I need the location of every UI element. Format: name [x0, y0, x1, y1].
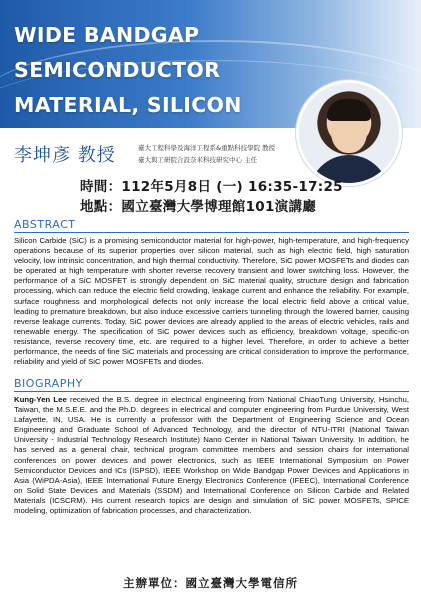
- speaker-photo: [296, 80, 402, 186]
- biography-heading: BIOGRAPHY: [14, 377, 409, 392]
- biography-body: received the B.S. degree in electrical engineering from National ChiaoTung University, Hsinchu, Taiwan, the M.S.E.E. and the Ph.D. degrees in electrical and computer engineering from Purdue University, West Lafayette, IN, USA. He is currently a professor with the Department of Engineering Science and Ocean Engineering and Graduate School of Advanced Technology, and the director of NTU-ITRI (National Taiwan University - Industrial Technology Research Institute) Nano Center in National Taiwan University. In addition, he has served as a general chair, technical program committee members and session chairs for international conferences on power devices and power electronics, such as IEEE International Symposium on Power Semiconductor Devices and ICs (ISPSD), IEEE Workshop on Wide Bandgap Power Devices and Applications in Asia (WiPDA-Asia), IEEE International Future Energy Electronics Conference (IFEEC), International Conference on Solid State Devices and Materials (SSDM) and International Conference on Silicon Carbide and Related Materials (ICSCRM). His current research topics are design and simulation of SiC power MOSFETs, SPICE modeling, optimization of fabrication processes, and characterization.: [14, 395, 409, 516]
- speaker-affiliations: [138, 142, 275, 166]
- abstract-heading: ABSTRACT: [14, 218, 409, 233]
- affiliation-line: 臺大與工研院合設奈米科技研究中心 主任: [138, 156, 258, 164]
- event-place: 地點：國立臺灣大學博理館101演講廳: [80, 199, 317, 215]
- speaker-name: 李坤彥 教授: [14, 145, 116, 166]
- photo-hair: [327, 99, 371, 121]
- biography-text: [14, 395, 409, 516]
- organizer: 主辦單位：國立臺灣大學電信所: [123, 576, 298, 590]
- title-line-1: WIDE BANDGAP SEMICONDUCTOR: [14, 23, 221, 82]
- talk-title: [14, 18, 344, 128]
- affiliation-line: 臺大工程科學及海洋工程系&重點科技學院 教授: [138, 144, 276, 152]
- abstract-text: Silicon Carbide (SiC) is a promising semiconductor material for high-power, high-temperature, and high-frequency operations because of its superior properties over silicon material, such as high electric field, high saturation velocity, low intrinsic concentration, and high thermal conductivity. Therefore, SiC power MOSFETs and diodes can be operated at high temperature with shorter reverse recovery transient and lower switching loss. However, the performance of a SiC MOSFET is strongly dependent on SiC material quality, structure design and fabrication processing, which can reduce the electric field crowding, leakage current and enhance the reliability. For example, surface roughness and morphological defects not only increase the local electric field above a critical value, leading to premature breakdown, but also induce excessive carriers tunneling through the lowered barrier, causing reverse leakage currents. Today, SiC power devices are already applied to the areas of electric vehicles, rails and renewable energy. The specification of SiC power devices such as efficiency, breakdown voltage, specific-on resistance, reverse recovery time, etc. are required to a higher level. Therefore, in order to achieve a better performance, the needs of fine SiC materials and processing are critical consideration to improve the performance, reliability and yield of SiC power MOSFETs and diodes.: [14, 236, 409, 367]
- event-time: 時間：112年5月8日 (一) 16:35-17:25: [80, 179, 343, 195]
- biography-speaker-name: Kung-Yen Lee: [14, 395, 67, 404]
- title-line-2: MATERIAL, SILICON: [14, 93, 242, 117]
